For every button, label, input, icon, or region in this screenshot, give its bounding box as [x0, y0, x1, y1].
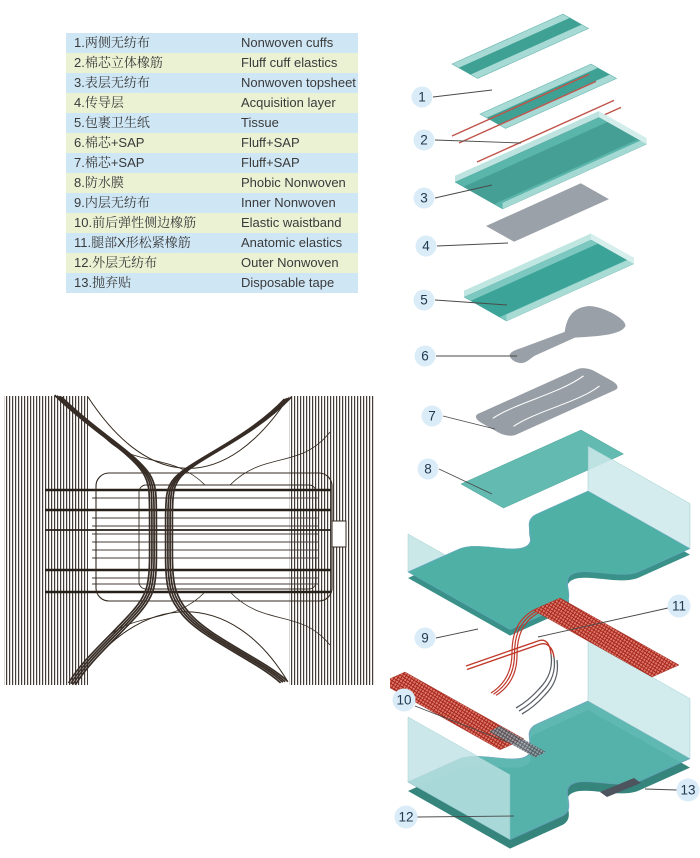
svg-text:13: 13	[680, 782, 696, 798]
svg-text:5: 5	[420, 292, 428, 308]
svg-text:4: 4	[422, 238, 430, 254]
legend-row	[66, 73, 358, 93]
svg-text:9: 9	[421, 630, 429, 646]
legend-row	[66, 153, 358, 173]
legend-en-label: Anatomic elastics	[241, 235, 343, 250]
legend-row	[66, 133, 358, 153]
legend-zh-label: 13.抛弃贴	[74, 275, 132, 290]
layer-1-nonwoven-cuffs	[452, 14, 617, 128]
legend-zh-label: 5.包裹卫生纸	[74, 115, 150, 130]
legend-zh-label: 6.棉芯+SAP	[74, 135, 145, 150]
layer-5-tissue	[464, 233, 634, 321]
legend-en-label: Tissue	[241, 115, 279, 130]
legend-en-label: Elastic waistband	[241, 215, 342, 230]
legend-zh-label: 9.内层无纺布	[74, 195, 150, 210]
legend-en-label: Phobic Nonwoven	[241, 175, 346, 190]
layer-badge-4	[416, 236, 437, 257]
legend-en-label: Fluff cuff elastics	[241, 55, 338, 70]
svg-text:8: 8	[424, 461, 432, 477]
layer-badge-7	[422, 406, 443, 427]
flat-pattern-drawing	[0, 385, 385, 690]
layer-badge-11	[668, 595, 691, 618]
layer-badge-2	[414, 130, 435, 151]
legend-zh-label: 3.表层无纺布	[74, 75, 150, 90]
legend-en-label: Inner Nonwoven	[241, 195, 336, 210]
layer-badge-12	[395, 806, 418, 829]
legend-zh-label: 7.棉芯+SAP	[74, 155, 145, 170]
legend-row	[66, 33, 358, 53]
legend-row	[66, 93, 358, 113]
legend-zh-label: 12.外层无纺布	[74, 255, 158, 270]
legend-en-label: Fluff+SAP	[241, 135, 300, 150]
layer-badge-5	[414, 290, 435, 311]
legend-row	[66, 233, 358, 253]
legend-row	[66, 113, 358, 133]
svg-text:3: 3	[420, 190, 428, 206]
legend-row	[66, 53, 358, 73]
layer-badge-1	[412, 87, 433, 108]
legend-en-label: Nonwoven topsheet	[241, 75, 356, 90]
layer-badge-9	[415, 628, 436, 649]
legend-en-label: Acquisition layer	[241, 95, 336, 110]
layer-badge-10	[393, 689, 416, 712]
legend-table	[66, 33, 358, 293]
legend-row	[66, 213, 358, 233]
layer-3-topsheet	[455, 111, 647, 209]
legend-zh-label: 4.传导层	[74, 95, 124, 110]
exploded-layer-view	[390, 0, 700, 858]
legend-en-label: Disposable tape	[241, 275, 335, 290]
side-panel-gathers	[4, 396, 374, 685]
svg-text:10: 10	[396, 692, 412, 708]
layer-badge-13	[677, 779, 700, 802]
legend-zh-label: 10.前后弹性侧边橡筋	[74, 215, 197, 230]
legend-zh-label: 8.防水膜	[74, 175, 124, 190]
legend-en-label: Nonwoven cuffs	[241, 35, 334, 50]
layer-badge-3	[414, 188, 435, 209]
legend-en-label: Outer Nonwoven	[241, 255, 339, 270]
legend-row	[66, 173, 358, 193]
legend-row	[66, 273, 358, 293]
svg-text:1: 1	[418, 89, 426, 105]
legend-zh-label: 2.棉芯立体橡筋	[74, 55, 163, 70]
svg-text:12: 12	[398, 809, 414, 825]
layer-badge-8	[418, 459, 439, 480]
layer-7-fluff-sap-slab	[471, 366, 622, 438]
layer-badge-6	[415, 346, 436, 367]
legend-row	[66, 253, 358, 273]
svg-text:11: 11	[671, 598, 687, 614]
legend-en-label: Fluff+SAP	[241, 155, 300, 170]
svg-text:2: 2	[420, 132, 428, 148]
legend-zh-label: 1.两侧无纺布	[74, 35, 150, 50]
legend-row	[66, 193, 358, 213]
legend-zh-label: 11.腿部X形松紧橡筋	[74, 235, 191, 250]
svg-text:6: 6	[421, 348, 429, 364]
svg-text:7: 7	[428, 408, 436, 424]
